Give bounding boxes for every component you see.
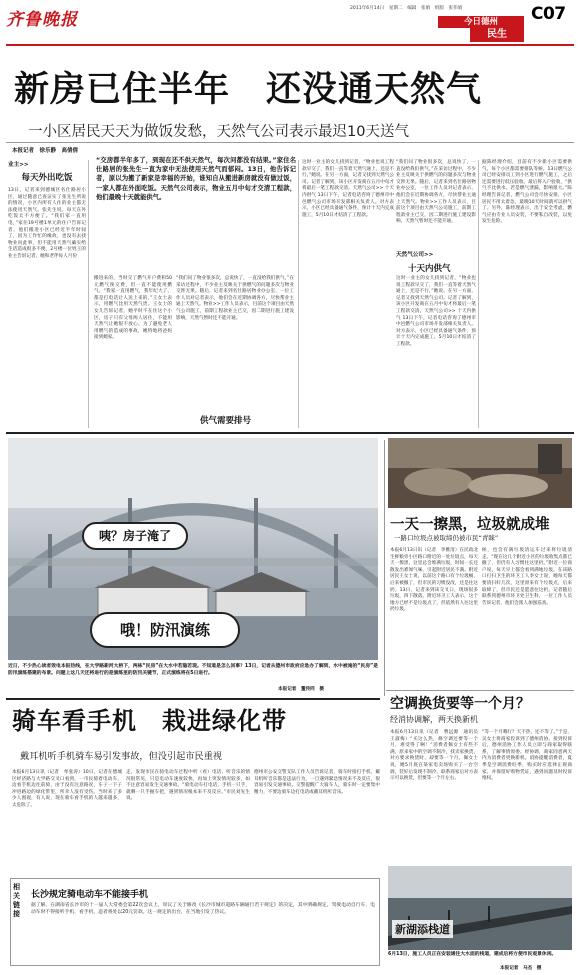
story-gas-col3-text: “我们问了物业很多次，总说快了，一直没给我们供气，”在采访过程中，不少业主反映关于供燃气的问题多次与物业交涉无果。随后，记者来到名仕路居物业办公室，一位工作人员对记者表示，他们会在近期协调各方，尽快帮业主通上天然气。物业>>工作人员表示，目前这个项目由天然气公司施工，前期工程款业主已交，因二期进行施工建设影响，天然气暂时还不能开通。	[176, 276, 294, 321]
story-trash-col1	[390, 548, 478, 680]
story-flood-bottom-rule	[6, 698, 380, 700]
story-gas-col2	[94, 276, 172, 428]
story-gas-section-title-2: 供气需要排号	[200, 416, 252, 426]
story-phone-subhead: 戴耳机听手机骑车易引发事故，但没引起市民重视	[20, 751, 223, 762]
lake-boardwalk-caption	[388, 952, 572, 972]
flood-drill-credit: 本报记者 董传同 摄	[278, 687, 324, 692]
story-gas-col4	[302, 160, 394, 428]
story-gas-headline: 新房已住半年 还没通天然气	[14, 70, 483, 110]
story-phone-headline: 骑车看手机 栽进绿化带	[12, 707, 287, 735]
story-ac-subhead: 经消协调解，两天换新机	[390, 715, 478, 724]
story-gas-section-title-3: 天然气公司>>	[396, 252, 434, 258]
photo-bubble-answer-box	[90, 612, 240, 648]
story-gas-subhead: 一小区居民天天为做饭发愁，天然气公司表示最迟10天送气	[28, 124, 409, 140]
photo-bubble-question-box	[82, 522, 188, 550]
story-gas-col3	[176, 276, 294, 428]
story-trash-headline: 一天一擦黑，垃圾就成堆	[390, 517, 550, 533]
story-gas-section-title-4: 十天内供气	[408, 264, 451, 274]
lake-boardwalk-credit: 本报记者 马杰 摄	[500, 966, 542, 971]
related-link-box	[10, 878, 380, 966]
story-phone-col3-text: 德州市公安交警支队工作人员告诉记者，骑车时接打手机、戴耳机听音乐都是违法行为，一旦遇到紧急情况来不及反应，很容易引发交通事故。交警提醒广大骑车人，骑车时一定要集中精力，不要边骑车边打电话或戴耳机听音乐。	[254, 770, 380, 795]
story-gas-col5	[482, 160, 572, 428]
story-gas-col2-text: 搬进来的，当时交了燃气开户费和50元燃气预交费，但一直不能使用燃气。“我家一直用燃气，我年纪大了，都是打电话让人送上来的，”王女士表示，用燃气比用天然气贵。王女士的女儿告诉记者，她平时不在住这个小区，房子只有父母两人居住，不能用天然气让她很不放心。为了避免老人用燃气的造成的事故，她特地将爸妈接到她家。	[94, 276, 172, 341]
photo-bubble-question-text: 咦？房子淹了	[98, 529, 171, 543]
section-sub	[470, 28, 524, 42]
story-gas-col4b-text: “我们问了物业很多次，总说快了，一直没给我们供气，”在采访过程中，不少业主反映关于供燃气的问题多次与物业交涉无果。随后，记者来到名仕路居物业办公室，一位工作人员对记者表示，他们会在近期协调各方，尽快帮业主通上天然气。物业>>工作人员表示，目前这个项目由天然气公司施工，前期工程款业主已交，因二期进行施工建设影响，天然气暂时还不能开通。	[396, 160, 476, 225]
story-gas-col4-text: 这时一业主的女儿找到记者，“物业也说工程款早交了，我们一直等着天然气通上，还是不行，”她说。在另一方面，记者又找到天然气公司。记者了解到，该小区开发商在五月中旬才将最后一笔工程款交清。天然气公司>> 十天内供气 13日下午，记者电话咨询了德州市中邑燃气公司市场开发部相关负责人。对方表示，小区已经具备通气条件，预计十天内完成施工，5月10日才结清了工程款。	[302, 160, 394, 218]
story-gas-col4c	[396, 276, 476, 428]
related-link-title: 长沙规定骑电动车不能接手机	[31, 890, 149, 900]
story-gas-byline: 本报记者 徐乐静 高倩倩	[12, 148, 79, 154]
story-trash-col2	[482, 548, 572, 680]
section-banner	[438, 16, 524, 28]
story-phone-col1-text: 本报6月13日讯（记者 牟张涛）10日，记者在德城区经济路与大学路交叉口看到，一市民骑着电动车，边看手机边往前骑，由于没有注意路况，车子一下子冲进路边的绿化带里，所幸人没有受伤。当时来了多少人围观，有人说，现在骑车看手机的人越来越多，太危险了。	[12, 770, 122, 808]
trash-photo	[388, 438, 572, 508]
story-gas-bottom-rule	[6, 432, 574, 434]
related-link-text: 据了解，在湖南省长沙市的十一届人大常委会第22次会议上，审议了关于修改《长沙市城市道路车辆通行若干规定》的决定，其中明确规定，驾驶电动自行车、电动车时不得接听手机、看手机，违者将处以20元罚款。这一规定的出台，在当地引发了热议。	[31, 903, 375, 915]
story-trash-col2-text: 候，也会有满垃圾清运车过来将垃圾清走。“现在这几个附近小区的垃圾收集点都已撤了，但仍有人习惯往这里扔。”附近一位商户说，每天早上都会看到满地垃圾。在该路口打扫卫生的环卫工人李女士说，她每天都要清扫好几次，这里原来有个垃圾点，后来取缔了，但市民还是愿意往这扔。记者随后联系到德州市环卫处卫生科，一位工作人员告诉记者，他们会派人加强巡查。	[482, 548, 572, 606]
story-ac-col1	[390, 730, 483, 862]
story-gas-kicker: 业主>>	[8, 162, 29, 168]
story-ac-col1-text: 本报6月13日讯（记者 曹远源 通讯员 王淑梅）“买这么热，修空调还要等一个月，难受得了啊！”消费者佩女士有些不满，原来家中的空调不制冷，找卖家换货，对方要求换货时，却要等一个月。佩女士说，她5月底在某家电卖场购买了一台空调，装好后发现不制冷，联系商家后对方表示可以换货，但要等一个月左右。	[390, 730, 483, 782]
story-ac-col2-text: “等一个月哪行？天不热，还不等了。”于是，吴女士将商家投诉到了德州消协。接到投诉后，德州消协工作人员立即与商家取得联系，了解事情原委。经协调，商家同意两天内为消费者更换新机。消协提醒消费者，夏季是空调消费旺季，购买时应选择正规商家，并保留好购物凭证，遇到问题及时投诉维权。	[482, 730, 572, 782]
col-divider	[478, 160, 479, 428]
story-gas-pullquote-text: “交房都半年多了，到现在还不供天然气，每次问都没有结果。”家住名仕路居的张先生一直为家中无法使用天然气而郁闷。13日，他告诉记者，原以为搬了新家是幸福的开始，谁知自从搬进新房就没有做过饭，一家人都在外面吃饭。天然气公司表示，物业五月中旬才交清工程款，他们最晚十天就能供气。	[96, 157, 296, 201]
masthead-date-line: 2011年6月14日 星期二 编辑 张娟 组版 张伟娟	[350, 6, 463, 11]
section-sub-label: 民生	[487, 29, 507, 40]
story-phone-col1	[12, 770, 122, 870]
story-gas-col5-text: 据陈经理介绍，目前有不少新小区需要供气，每个小区都需要排队等候。13日燃气公司已经安排员工到小区进行燃气施工，之后还需要进行低压验收、最后将入户验收，“供气不比供水，若是燃气泄漏，影响很大。”陈经理告诉记者，燃气公司会尽快安排，小区居民不用太着急，最晚10天时间就可以供气了。另外，陈经理表示，出于安全考虑，燃气应由专业人员安装，不要私自改装，以免发生危险。	[482, 160, 572, 225]
story-phone-col3	[254, 770, 380, 870]
newspaper-logo: 齐鲁晚报	[6, 10, 78, 30]
story-trash-subhead: 一路口垃圾点被取缔仍被市民“青睐”	[394, 534, 499, 542]
col-divider	[298, 160, 299, 428]
story-gas-col1	[8, 160, 86, 428]
masthead-rule	[6, 44, 574, 46]
trash-photo-art	[388, 438, 572, 508]
lake-boardwalk-caption-text: 6月13日，施工人员正在安装通往大水面的栈道，建成后将方便市民观景休闲。	[388, 952, 557, 957]
story-gas-col4c-text: 这时一业主的女儿找到记者，“物业也说工程款早交了，我们一直等着天然气通上，还是不行，”她说。在另一方面，记者又找到天然气公司。记者了解到，该小区开发商在五月中旬才将最后一笔工程款交清。天然气公司>> 十天内供气 13日下午，记者电话咨询了德州市中邑燃气公司市场开发部相关负责人。对方表示，小区已经具备通气条件，预计十天内完成施工，5月10日才结清了工程款。	[396, 276, 476, 347]
section-title: 今日德州	[463, 17, 498, 27]
story-ac-col2	[482, 730, 572, 862]
story-gas-rule	[6, 142, 574, 143]
related-link-label: 相关链接	[13, 883, 20, 918]
col-divider	[88, 160, 89, 428]
photo-bubble-question	[86, 438, 206, 498]
photo-bubble-answer-text: 哦！防汛演练	[119, 621, 210, 639]
lake-boardwalk-photo	[388, 866, 572, 950]
col-divider	[384, 440, 385, 696]
story-trash-col1-text: 本报6月13日讯（记者 李雅清）在民政北生鲜粮旁小区路口附近的一处垃圾点，每天天一擦黑，这里总会堆满垃圾，时间一长还散发出难闻气味，引起附近居民不满。附近居民王女士说，以前这个路口有个垃圾桶，后来被撤了，但市民的习惯没改，还是往这扔。13日，记者来到该交叉口，现场很多垃圾，四下散落。附近环卫工人表示，这个地方已经不是垃圾点了，但依然有人往这里扔垃圾。	[390, 548, 478, 613]
lake-boardwalk-title: 新湖添栈道	[392, 920, 453, 938]
story-gas-col4b	[396, 160, 476, 248]
page-code: C07	[531, 4, 566, 24]
flood-drill-caption-text: 近日，不少热心读者致电本报热线，在大学路新河大桥下，两栋“民房”在大水中若隐若现。不知道是怎么回事？13日，记者从德州市政府应急办了解到，水中被淹的“民房”是防汛演练搭建的布景。问题上这几天还将进行的是演练里的防汛关键节，正式演练将在5日进行。	[8, 664, 378, 676]
story-gas-col1-text: 13日，记者来到德城区名仕路居小区，通过随意已查证实了张先生所说的情况，小区内所有人住的业主都无法使用天然气。张先生说，每天在外吃饭太不方便了。“我们家一直用电，”家住19号楼1单元的住户告诉记者，他们搬进小区已经近半年时间了，因为工作忙的缘故，也没有去找物业问此事，但不能用天然气确实给生活造成很多不便。2号楼一位姓王的业主告诉记者，她和老伴每人月份	[8, 188, 86, 259]
story-ac-headline: 空调换货要等一个月？	[390, 696, 530, 712]
story-gas-pullquote	[96, 156, 296, 268]
story-gas-section-title: 每天外出吃饭	[21, 173, 73, 183]
story-phone-col2	[126, 770, 250, 870]
masthead	[0, 0, 580, 44]
story-ac-top-rule	[386, 690, 574, 691]
story-phone-col2-text: 走，发现市民在骑电动车过程中听（看）电话、听音乐的情况很常见，只是电动车速度较快，再加上突发情况较多，如不注意容易发生交通事故。“骑电动车打电话，手机一只手，就剩一只手握车把，遇到情况根本来不及反应。”市民刘先生说。	[126, 770, 250, 802]
